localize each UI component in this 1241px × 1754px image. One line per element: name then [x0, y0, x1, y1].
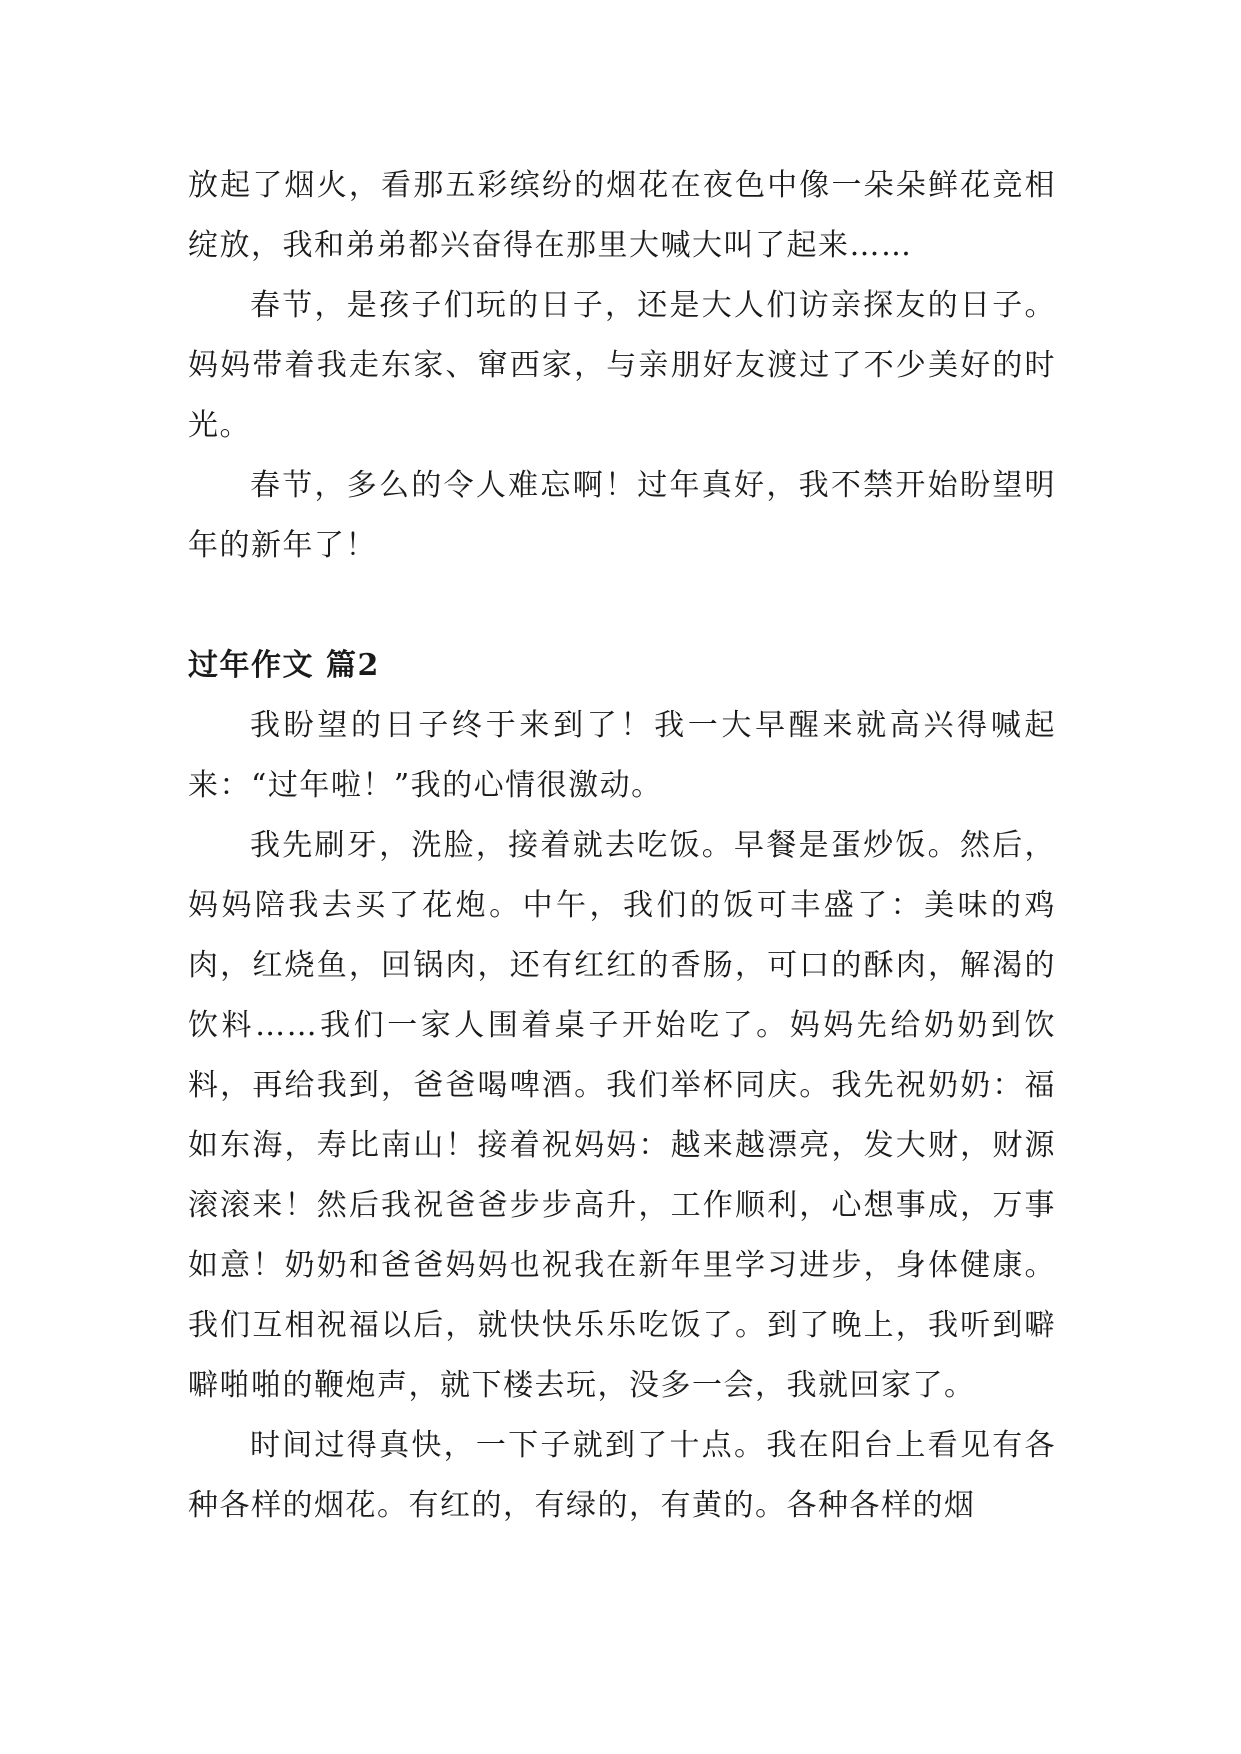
paragraph-spring-festival-visits: 春节，是孩子们玩的日子，还是大人们访亲探友的日子。妈妈带着我走东家、窜西家，与亲朋好友渡过了不少美好的时光。	[188, 288, 1056, 443]
document-body	[188, 156, 1056, 1536]
paragraph-spring-festival-memorable: 春节，多么的令人难忘啊！过年真好，我不禁开始盼望明年的新年了！	[188, 468, 1056, 563]
section-heading: 过年作文 篇2	[188, 648, 380, 683]
paragraph-new-year-day: 我先刷牙，洗脸，接着就去吃饭。早餐是蛋炒饭。然后，妈妈陪我去买了花炮。中午，我们的饭可丰盛了：美味的鸡肉，红烧鱼，回锅肉，还有红红的香肠，可口的酥肉，解渴的饮料……我们一家人围着桌子开始吃了。妈妈先给奶奶到饮料，再给我到，爸爸喝啤酒。我们举杯同庆。我先祝奶奶：福如东海，寿比南山！接着祝妈妈：越来越漂亮，发大财，财源滚滚来！然后我祝爸爸步步高升，工作顺利，心想事成，万事如意！奶奶和爸爸妈妈也祝我在新年里学习进步，身体健康。我们互相祝福以后，就快快乐乐吃饭了。到了晚上，我听到噼噼啪啪的鞭炮声，就下楼去玩，没多一会，我就回家了。	[188, 828, 1056, 1403]
paragraph-ten-oclock-fireworks: 时间过得真快，一下子就到了十点。我在阳台上看见有各种各样的烟花。有红的，有绿的，有黄的。各种各样的烟	[188, 1428, 1056, 1523]
paragraph-new-year-arrived: 我盼望的日子终于来到了！我一大早醒来就高兴得喊起来：“过年啦！”我的心情很激动。	[188, 708, 1056, 803]
paragraph-fireworks-continued: 放起了烟火，看那五彩缤纷的烟花在夜色中像一朵朵鲜花竞相绽放，我和弟弟都兴奋得在那里大喊大叫了起来……	[188, 168, 1056, 263]
